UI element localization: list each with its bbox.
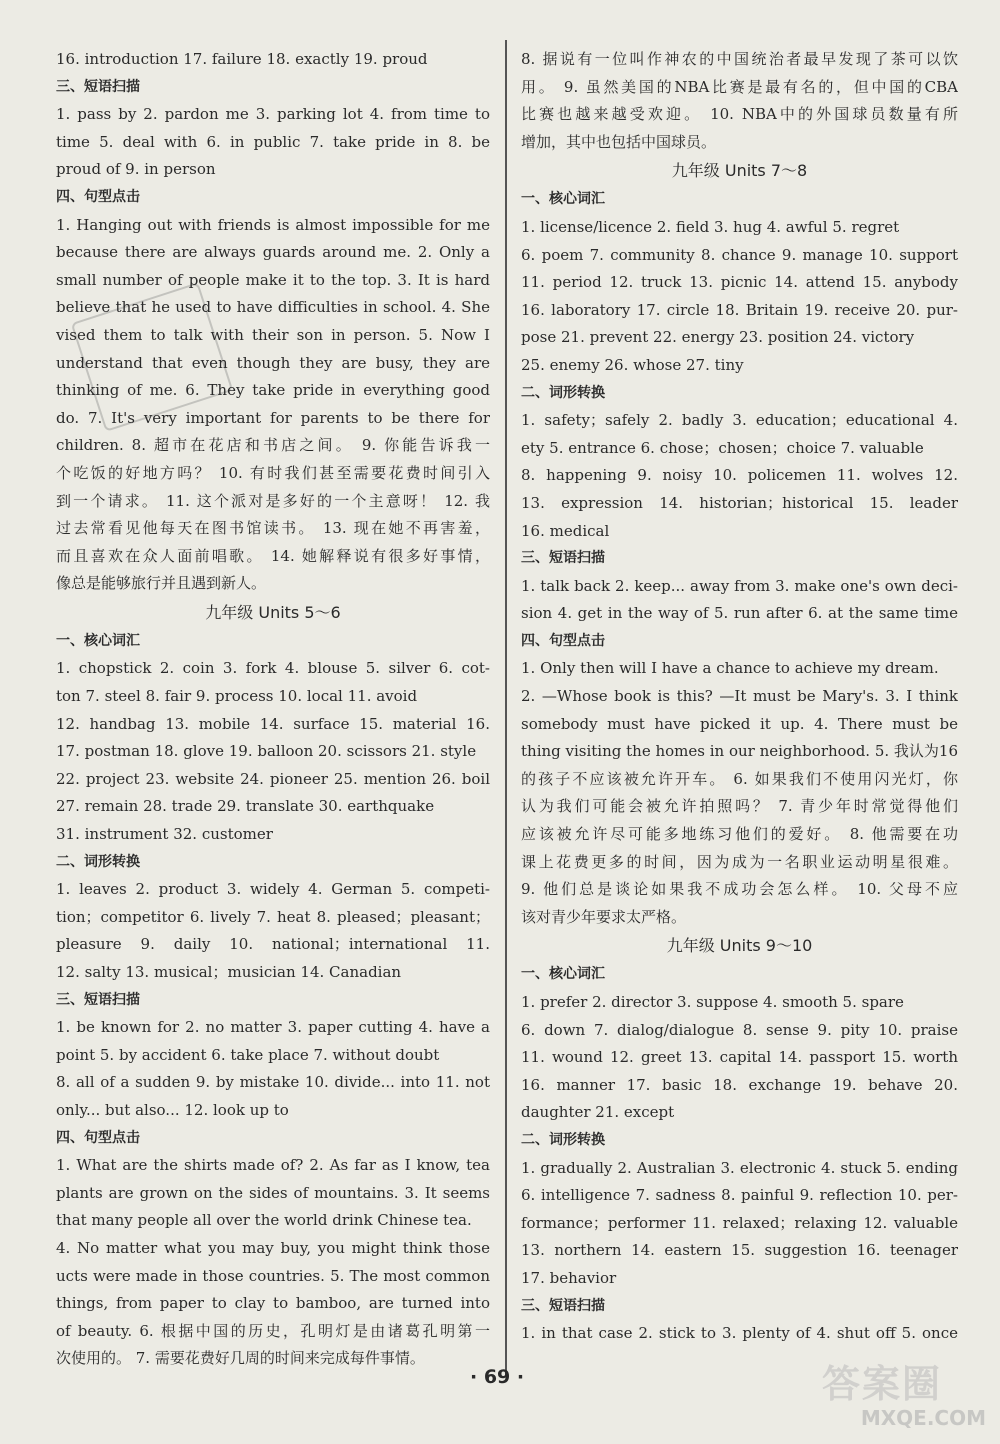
text-line: 17. behavior — [521, 1268, 617, 1287]
text-line: 1. be known for 2. no matter 3. paper cutting 4. have a — [56, 1018, 490, 1037]
text-line: things, from paper to clay to bamboo, are turned into — [56, 1294, 490, 1313]
text-line: 1. leaves 2. product 3. widely 4. German 5. competi- — [56, 880, 490, 899]
text-line: 应该被允许尽可能多地练习他们的爱好。 8. 他需要在功 — [521, 825, 958, 844]
text-line: 1. What are the shirts made of? 2. As far as I know, tea — [56, 1156, 490, 1175]
text-line: ucts were made in those countries. 5. The most common — [56, 1266, 490, 1285]
text-line: 31. instrument 32. customer — [56, 825, 273, 844]
text-line: 个吃饭的好地方吗？ 10. 有时我们甚至需要花费时间引入 — [56, 463, 490, 482]
text-line: 27. remain 28. trade 29. translate 30. earthquake — [56, 797, 435, 816]
text-line: ety 5. entrance 6. chose；chosen；choice 7. valuable — [521, 438, 924, 457]
text-line: only... but also... 12. look up to — [56, 1100, 289, 1119]
text-line: 而且喜欢在众人面前唱歌。 14. 她解释说有很多好事情， — [56, 546, 490, 565]
section-heading: 三、短语扫描 — [56, 78, 140, 95]
section-heading: 一、核心词汇 — [56, 632, 140, 649]
right-column — [521, 46, 958, 1348]
grade-units-title: 九年级 Units 9～10 — [666, 936, 813, 956]
text-line: 课上花费更多的时间，因为成为一名职业运动明星很难。 — [521, 852, 958, 871]
text-line: 1. pass by 2. pardon me 3. parking lot 4. from time to — [56, 105, 490, 124]
text-line: 该对青少年要求太严格。 — [521, 907, 687, 926]
text-line: 1. license/licence 2. field 3. hug 4. awful 5. regret — [521, 217, 900, 236]
text-line: 比赛也越来越受欢迎。 10. NBA中的外国球员数量有所 — [521, 105, 958, 124]
text-line: 1. Hanging out with friends is almost impossible for me — [56, 215, 490, 234]
text-line: 1. safety；safely 2. badly 3. education；educational 4. — [521, 411, 958, 430]
section-heading: 三、短语扫描 — [521, 1297, 605, 1314]
text-line: 8. all of a sudden 9. by mistake 10. divide... into 11. not — [56, 1073, 490, 1092]
text-line: 22. project 23. website 24. pioneer 25. mention 26. boil — [56, 769, 490, 788]
grade-units-title: 九年级 Units 7～8 — [671, 161, 808, 181]
text-line: 1. gradually 2. Australian 3. electronic 4. stuck 5. ending — [521, 1158, 958, 1177]
text-line: 1. talk back 2. keep... away from 3. make one's own deci- — [521, 576, 958, 595]
text-line: 16. introduction 17. failure 18. exactly 19. proud — [56, 50, 428, 68]
text-line: small number of people make it to the top. 3. It is hard — [56, 270, 490, 289]
text-line: 8. happening 9. noisy 10. policemen 11. wolves 12. — [521, 466, 958, 485]
text-line: thing visiting the homes in our neighborhood. 5. 我认为16 — [521, 742, 958, 761]
text-line: 6. poem 7. community 8. chance 9. manage 10. support — [521, 245, 958, 264]
text-line: time 5. deal with 6. in public 7. take pride in 8. be — [56, 132, 490, 151]
text-line: 到一个请求。 11. 这个派对是多好的一个主意呀！ 12. 我 — [56, 491, 490, 510]
text-line: 8. 据说有一位叫作神农的中国统治者最早发现了茶可以饮 — [521, 50, 958, 68]
section-heading: 四、句型点击 — [56, 188, 140, 205]
text-line: 17. postman 18. glove 19. balloon 20. scissors 21. style — [56, 742, 477, 761]
text-line: because there are always guards around me. 2. Only a — [56, 243, 490, 262]
watermark-site: MXQE.COM — [860, 1406, 986, 1430]
text-line: 像总是能够旅行并且遇到新人。 — [56, 574, 267, 593]
text-line: 13. northern 14. eastern 15. suggestion 16. teenager — [521, 1241, 958, 1260]
text-line: plants are grown on the sides of mountains. 3. It seems — [56, 1183, 490, 1202]
text-line: 的孩子不应该被允许开车。 6. 如果我们不使用闪光灯，你 — [521, 769, 958, 788]
section-heading: 三、短语扫描 — [521, 550, 605, 567]
left-column — [56, 46, 490, 1373]
text-line: that many people all over the world drink Chinese tea. — [56, 1211, 472, 1230]
text-line: 11. period 12. truck 13. picnic 14. attend 15. anybody — [521, 273, 958, 292]
section-heading: 四、句型点击 — [521, 632, 605, 649]
text-line: pleasure 9. daily 10. national；international 11. — [56, 935, 490, 954]
text-line: 16. manner 17. basic 18. exchange 19. behave 20. — [521, 1075, 958, 1094]
section-heading: 二、词形转换 — [521, 384, 605, 401]
text-line: point 5. by accident 6. take place 7. without doubt — [56, 1045, 440, 1064]
column-divider — [505, 40, 507, 1375]
text-line: 6. intelligence 7. sadness 8. painful 9. reflection 10. per- — [521, 1186, 958, 1205]
text-line: thinking of me. 6. They take pride in everything good — [56, 381, 490, 400]
section-heading: 一、核心词汇 — [521, 966, 605, 983]
text-line: 13. expression 14. historian；historical 15. leader — [521, 493, 958, 512]
section-heading: 二、词形转换 — [56, 853, 140, 870]
watermark-title: 答案圈 — [822, 1362, 943, 1406]
text-line: proud of 9. in person — [56, 160, 216, 179]
text-line: somebody must have picked it up. 4. There must be — [521, 714, 958, 733]
text-line: 过去常看见他每天在图书馆读书。 13. 现在她不再害羞， — [56, 519, 490, 538]
text-line: 4. No matter what you may buy, you might think those — [56, 1238, 490, 1257]
text-line: 增加，其中也包括中国球员。 — [521, 132, 717, 151]
text-line: 25. enemy 26. whose 27. tiny — [521, 355, 744, 374]
text-line: 认为我们可能会被允许拍照吗？ 7. 青少年时常觉得他们 — [521, 797, 958, 816]
text-line: 次使用的。 7. 需要花费好几周的时间来完成每件事情。 — [56, 1349, 425, 1368]
text-line: 2. —Whose book is this? —It must be Mary's. 3. I think — [521, 687, 958, 706]
grade-units-title: 九年级 Units 5～6 — [205, 602, 341, 622]
text-line: sion 4. get in the way of 5. run after 6. at the same time — [521, 604, 958, 623]
section-heading: 一、核心词汇 — [521, 191, 605, 208]
text-line: ton 7. steel 8. fair 9. process 10. local 11. avoid — [56, 687, 418, 706]
text-line: pose 21. prevent 22. energy 23. position 24. victory — [521, 328, 915, 347]
text-line: 12. salty 13. musical；musician 14. Canadian — [56, 963, 402, 981]
text-line: 用。 9. 虽然美国的NBA比赛是最有名的，但中国的CBA — [521, 77, 958, 96]
page-number: · 69 · — [470, 1366, 525, 1388]
text-line: daughter 21. except — [521, 1103, 675, 1122]
text-line: 16. laboratory 17. circle 18. Britain 19. receive 20. pur- — [521, 300, 958, 319]
text-line: understand that even though they are busy, they are — [56, 353, 490, 372]
section-heading: 四、句型点击 — [56, 1129, 140, 1146]
text-line: of beauty. 6. 根据中国的历史，孔明灯是由诸葛孔明第一 — [56, 1321, 490, 1340]
text-line: 1. Only then will I have a chance to achieve my dream. — [521, 659, 939, 678]
text-line: 9. 他们总是谈论如果我不成功会怎么样。 10. 父母不应 — [521, 880, 958, 899]
text-line: 1. prefer 2. director 3. suppose 4. smooth 5. spare — [521, 993, 904, 1011]
text-line: tion；competitor 6. lively 7. heat 8. pleased；pleasant； — [56, 907, 490, 926]
section-heading: 二、词形转换 — [521, 1131, 605, 1148]
text-line: formance；performer 11. relaxed；relaxing 12. valuable — [521, 1213, 958, 1232]
site-watermark-logo — [822, 1362, 992, 1440]
text-line: 6. down 7. dialog/dialogue 8. sense 9. pity 10. praise — [521, 1020, 958, 1039]
text-line: 11. wound 12. greet 13. capital 14. passport 15. worth — [521, 1048, 958, 1067]
section-heading: 三、短语扫描 — [56, 991, 140, 1008]
text-line: believe that he used to have difficulties in school. 4. She — [56, 298, 490, 317]
text-line: 1. in that case 2. stick to 3. plenty of 4. shut off 5. once — [521, 1324, 958, 1343]
text-line: 16. medical — [521, 521, 610, 540]
text-line: vised them to talk with their son in person. 5. Now I — [56, 325, 490, 344]
text-line: 1. chopstick 2. coin 3. fork 4. blouse 5. silver 6. cot- — [56, 659, 490, 678]
text-line: do. 7. It's very important for parents to be there for — [56, 408, 490, 427]
text-line: children. 8. 超市在花店和书店之间。 9. 你能告诉我一 — [56, 436, 490, 455]
text-line: 12. handbag 13. mobile 14. surface 15. material 16. — [56, 714, 490, 733]
